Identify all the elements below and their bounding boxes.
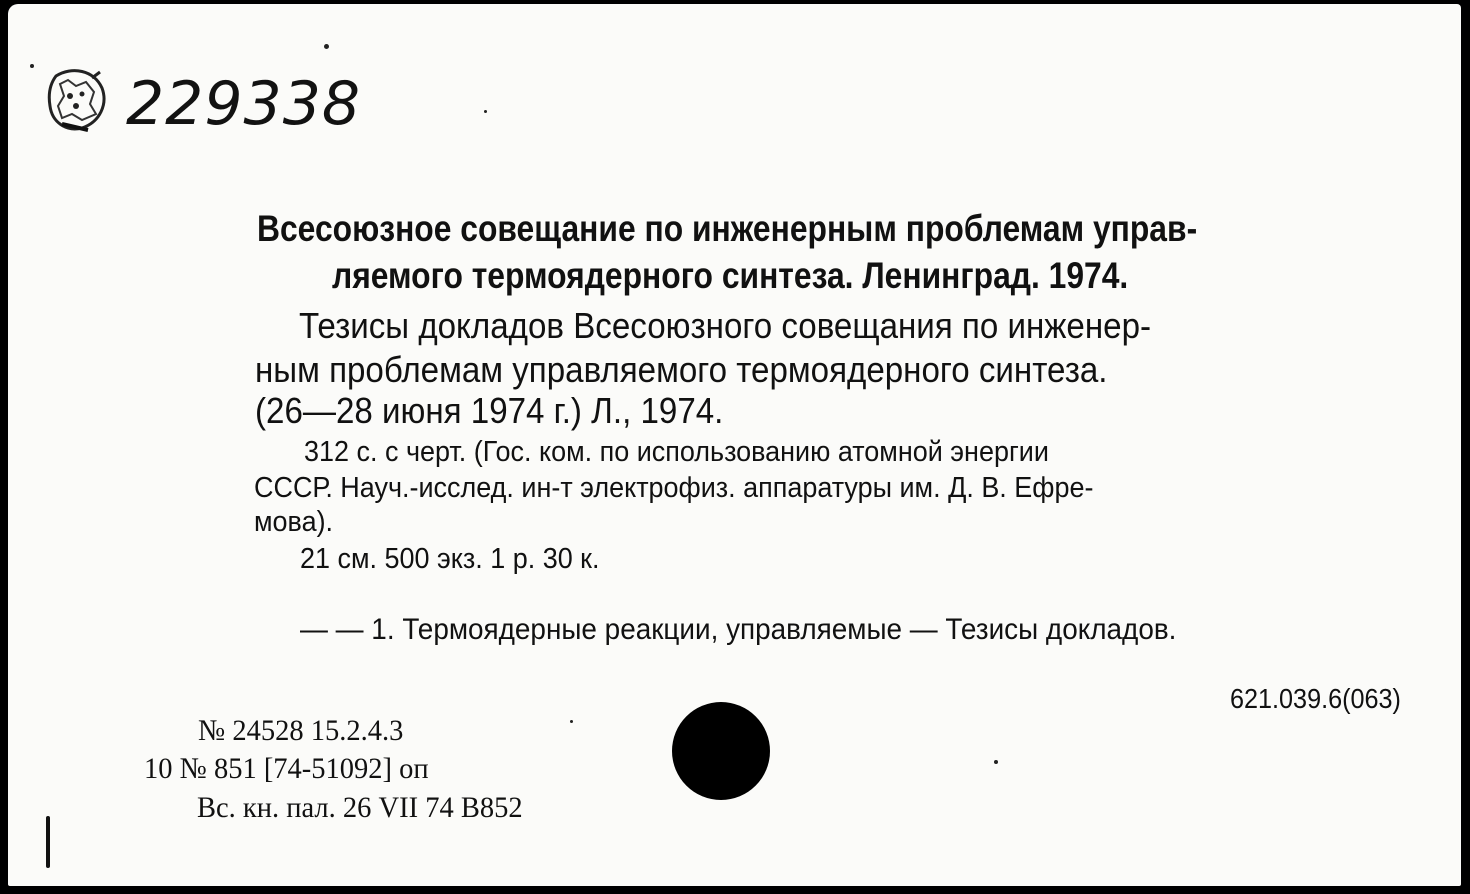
scan-speck (324, 44, 329, 49)
scan-speck (994, 760, 998, 764)
udc-classification: 621.039.6(063) (1230, 683, 1401, 714)
registry-line-1: № 24528 15.2.4.3 (198, 714, 404, 747)
heading-line-2: ляемого термоядерного синтеза. Ленинград. 1974. (332, 255, 1129, 296)
collation-line-3: мова). (254, 506, 334, 538)
scan-speck (570, 720, 573, 723)
description-line-2: ным проблемам управляемого термоядерного синтеза. (255, 349, 1108, 390)
scan-speck (30, 64, 34, 68)
description-line-3: (26—28 июня 1974 г.) Л., 1974. (255, 390, 724, 431)
card-number: 229338 (126, 69, 362, 139)
catalog-card (8, 4, 1461, 886)
scan-speck (484, 110, 487, 113)
heading-line-1: Всесоюзное совещание по инженерным проблемам управ- (257, 208, 1198, 249)
collation-line-2: СССР. Науч.-исслед. ин-т электрофиз. аппаратуры им. Д. В. Ефре- (254, 472, 1094, 504)
subject-tracing: — — 1. Термоядерные реакции, управляемые — Тезисы докладов. (300, 613, 1177, 646)
library-stamp-icon (42, 64, 112, 134)
description-line-1: Тезисы докладов Всесоюзного совещания по инженер- (299, 305, 1152, 346)
registry-line-3: Вс. кн. пал. 26 VII 74 В852 (197, 791, 523, 824)
scan-edge-mark (46, 816, 50, 868)
collation-line-4: 21 см. 500 экз. 1 р. 30 к. (300, 543, 600, 575)
registry-line-2: 10 № 851 [74-51092] оп (144, 752, 429, 785)
punch-hole (672, 702, 770, 800)
collation-line-1: 312 с. с черт. (Гос. ком. по использованию атомной энергии (304, 436, 1049, 468)
